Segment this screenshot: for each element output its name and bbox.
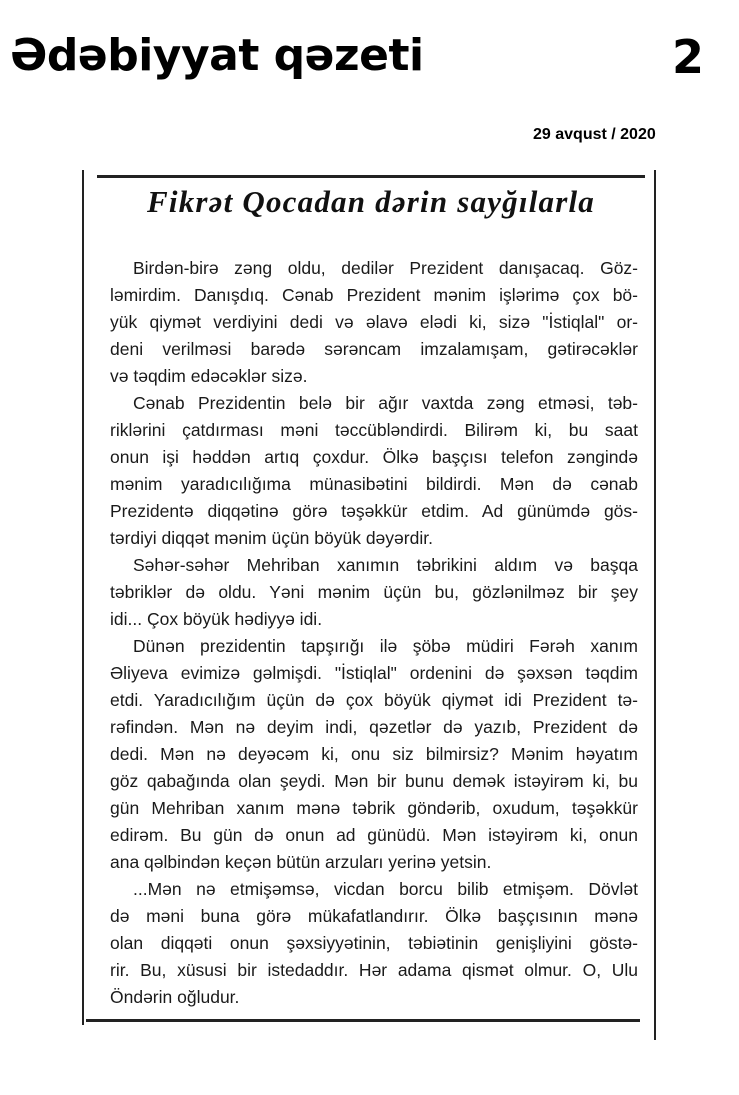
article-title: Fikrət Qocadan dərin sayğılarla <box>147 184 595 219</box>
paragraph-line: mənim yaradıcılığıma münasibətini bildirdi. Mən də cənab <box>110 474 638 494</box>
article-paragraph <box>110 876 638 1011</box>
article-body <box>110 255 638 1011</box>
paragraph-line: təbriklər də oldu. Yəni mənim üçün bu, gözlənilməz bir şey <box>110 582 638 602</box>
paragraph-line: ləmirdim. Danışdıq. Cənab Prezident mənim işlərimə çox bö- <box>110 285 638 305</box>
paragraph-line: Birdən-birə zəng oldu, dedilər Prezident danışacaq. Göz- <box>133 258 638 278</box>
article-paragraph <box>110 552 638 633</box>
paragraph-line: Səhər-səhər Mehriban xanımın təbrikini aldım və başqa <box>133 555 638 575</box>
paragraph-line: rir. Bu, xüsusi bir istedaddır. Hər adama qismət olmur. O, Ulu <box>110 960 638 980</box>
issue-date: 29 avqust / 2020 <box>533 126 656 143</box>
paragraph-line: dedi. Mən nə deyəcəm ki, onu siz bilmirsiz? Mənim həyatım <box>110 744 638 764</box>
paragraph-line: deni verilməsi barədə sərəncam imzalamışam, gətirəcəklər <box>110 339 638 359</box>
paragraph-line: gün Mehriban xanım mənə təbrik göndərib, oxudum, təşəkkür <box>110 798 638 818</box>
paragraph-line: olan diqqəti onun şəxsiyyətinin, təbiətinin genişliyini göstə- <box>110 933 638 953</box>
paragraph-line: Öndərin oğludur. <box>110 987 240 1007</box>
article-border-left <box>82 170 84 1025</box>
paragraph-line: və təqdim edəcəklər sizə. <box>110 366 308 386</box>
paragraph-line: etdi. Yaradıcılığım üçün də çox böyük qiymət idi Prezident tə- <box>110 690 638 710</box>
paragraph-line: rəfindən. Mən nə deyim indi, qəzetlər də yazıb, Prezident də <box>110 717 638 737</box>
paragraph-line: ana qəlbindən keçən bütün arzuları yerinə yetsin. <box>110 852 492 872</box>
article-paragraph <box>110 390 638 552</box>
paragraph-line: onun işi həddən artıq çoxdur. Ölkə başçısı telefon zəngində <box>110 447 638 467</box>
article-top-rule <box>97 175 645 178</box>
newspaper-masthead: Ədəbiyyat qəzeti <box>10 30 424 81</box>
paragraph-line: tərdiyi diqqət mənim üçün böyük dəyərdir. <box>110 528 433 548</box>
paragraph-line: də məni buna görə mükafatlandırır. Ölkə başçısının mənə <box>110 906 638 926</box>
paragraph-line: Dünən prezidentin tapşırığı ilə şöbə müdiri Fərəh xanım <box>133 636 638 656</box>
paragraph-line: göz qabağında olan şeydi. Mən bir bunu demək istəyirəm ki, bu <box>110 771 638 791</box>
paragraph-line: yük qiymət verdiyini dedi və əlavə elədi ki, sizə "İstiqlal" or- <box>110 312 638 332</box>
page-number: 2 <box>672 30 705 84</box>
article-paragraph <box>110 633 638 876</box>
paragraph-line: edirəm. Bu gün də onun ad günüdü. Mən istəyirəm ki, onun <box>110 825 638 845</box>
paragraph-line: ...Mən nə etmişəmsə, vicdan borcu bilib etmişəm. Dövlət <box>133 879 638 899</box>
paragraph-line: Əliyeva evimizə gəlmişdi. "İstiqlal" ordenini də şəxsən təqdim <box>110 663 638 683</box>
article-border-right <box>654 170 656 1040</box>
paragraph-line: Prezidentə diqqətinə görə təşəkkür etdim. Ad günümdə gös- <box>110 501 638 521</box>
paragraph-line: riklərini çatdırması məni təccübləndirdi. Bilirəm ki, bu saat <box>110 420 638 440</box>
article-bottom-rule <box>86 1019 640 1022</box>
paragraph-line: idi... Çox böyük hədiyyə idi. <box>110 609 323 629</box>
article-paragraph <box>110 255 638 390</box>
paragraph-line: Cənab Prezidentin belə bir ağır vaxtda zəng etməsi, təb- <box>133 393 638 413</box>
